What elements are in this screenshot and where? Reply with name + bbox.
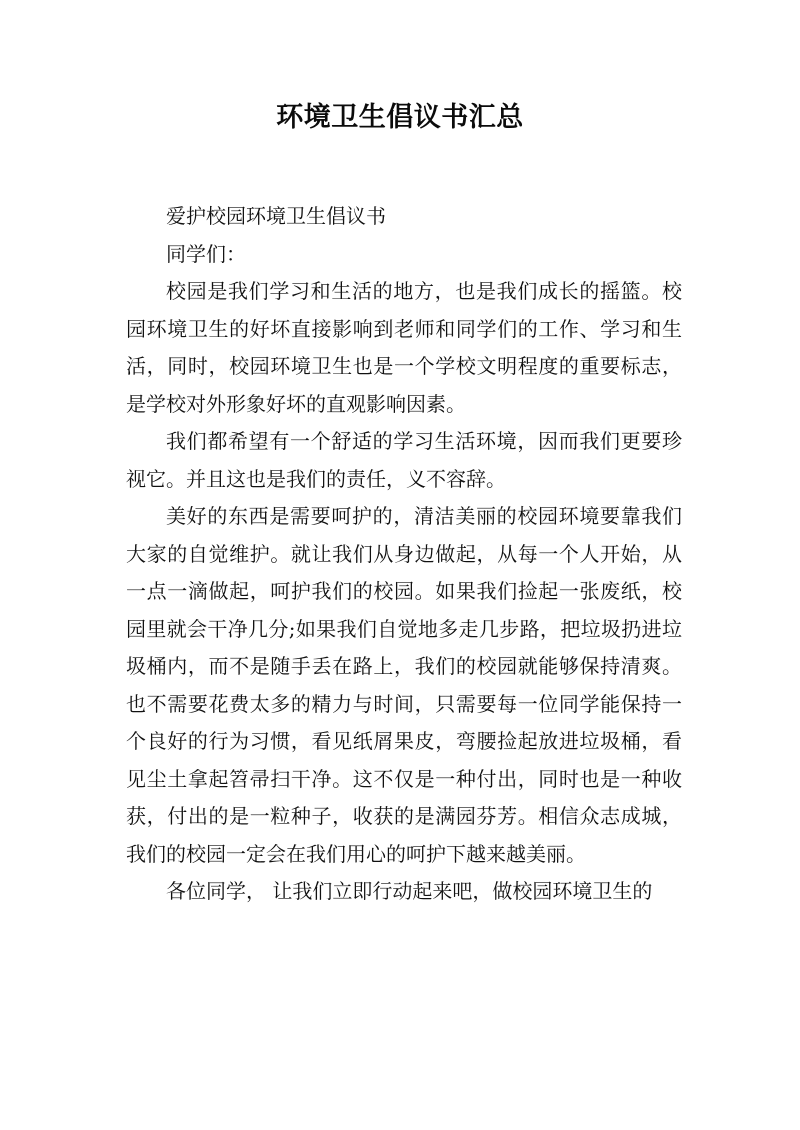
document-subtitle: 爱护校园环境卫生倡议书 [166, 204, 386, 228]
paragraph-2: 我们都希望有一个舒适的学习生活环境，因而我们更要珍视它。并且这也是我们的责任，义不容辞。 [126, 429, 682, 491]
document-title: 环境卫生倡议书汇总 [276, 102, 524, 133]
salutation: 同学们： [166, 241, 246, 266]
document-body [126, 198, 682, 911]
paragraph-4: 各位同学， 让我们立即行动起来吧，做校园环境卫生的 [166, 879, 653, 903]
paragraph-3: 美好的东西是需要呵护的，清洁美丽的校园环境要靠我们大家的自觉维护。就让我们从身边做起，从每一个人开始，从一点一滴做起，呵护我们的校园。如果我们捡起一张废纸，校园里就会干净几分;如果我们自觉地多走几步路，把垃圾扔进垃圾桶内，而不是随手丢在路上，我们的校园就能够保持清爽。也不需要花费太多的精力与时间，只需要每一位同学能保持一个良好的行为习惯，看见纸屑果皮，弯腰捡起放进垃圾桶，看见尘土拿起笤帚扫干净。这不仅是一种付出，同时也是一种收获，付出的是一粒种子，收获的是满园芬芳。相信众志成城，我们的校园一定会在我们用心的呵护下越来越美丽。 [126, 504, 682, 866]
paragraph-1: 校园是我们学习和生活的地方，也是我们成长的摇篮。校园环境卫生的好坏直接影响到老师和同学们的工作、学习和生活，同时，校园环境卫生也是一个学校文明程度的重要标志，是学校对外形象好坏的直观影响因素。 [126, 279, 682, 416]
